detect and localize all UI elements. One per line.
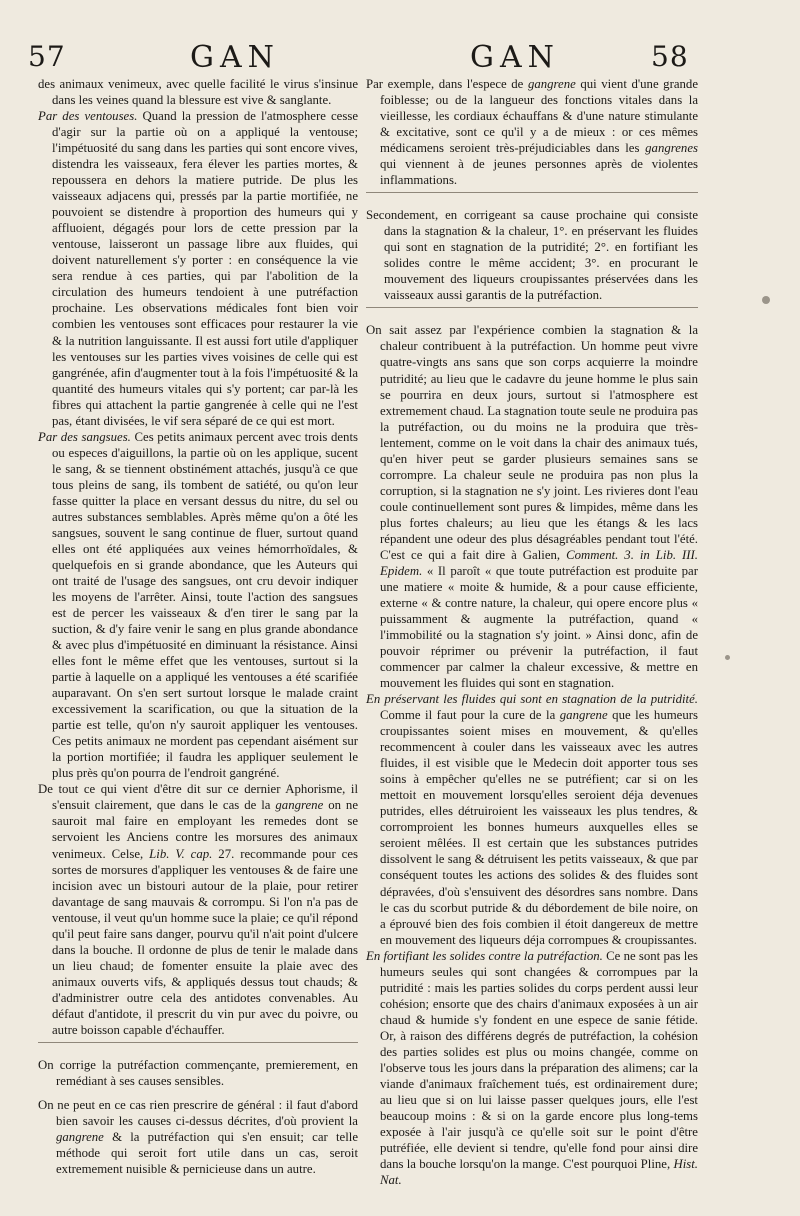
section-rule xyxy=(366,192,698,207)
right-running-head: GAN xyxy=(470,40,560,75)
paragraph-general: On ne peut en ce cas rien prescrire de général : il faut d'abord bien savoir les causes ci-dessus décrites, d'où provient la gangrene & la putréfaction qui s'en ensuit; car telle méthode qui seroit fort utile dans un cas, seroit extremement nuisible & pernicieuse dans un autre. xyxy=(38,1097,358,1177)
section-rule xyxy=(38,1042,358,1057)
heading-sangsues: Par des sangsues. xyxy=(38,429,131,444)
left-running-head: GAN xyxy=(190,40,280,75)
paragraph-aphorisme: De tout ce qui vient d'être dit sur ce dernier Aphorisme, il s'ensuit clairement, que dans le cas de la gangrene on ne sauroit mal faire en employant les remedes dont se servoient les Anciens contre les morsures des animaux venimeux. Celse, Lib. V. cap. 27. recommande pour ces sortes de morsures d'appliquer les ventouses & de faire une incision avec un bistouri autour de la plaie, pour retirer davantage de sang mauvais & corrompu. Si l'on n'a pas de ventouse, il veut qu'un homme suce la plaie; ce qu'il répond qu'il peut faire sans danger, pourvu qu'il n'ait point d'ulcere dans la bouche. Il ordonne de plus de tenir le malade dans un lieu chaud; de fomenter ensuite la plaie avec des animaux ouverts vifs, & appliqués dessus tout chauds; & d'administrer outre cela des antidotes convenables. Au défaut d'antidote, il prescrit du vin pur avec du poivre, ou autre boisson capable d'échauffer. xyxy=(38,782,359,1037)
left-column xyxy=(38,76,358,1177)
heading-fortifiant: En fortifiant les solides contre la putréfaction. xyxy=(366,948,603,963)
right-column xyxy=(366,76,698,1188)
paragraph-preservant: En préservant les fluides qui sont en stagnation de la putridité. Comme il faut pour la cure de la gangrene que les humeurs croupissantes soient mises en mouvement, & qu'elles recommencent à couler dans les vaisseaux avec les autres fluides, il est visible que le Medecin doit apporter tous ses soins à empêcher qu'elles ne se putréfient; car si on les mettoit en mouvement lorsqu'elles seroient déja devenues putrides, elles détruiroient les vaisseaux les plus tendres, & corromproient les bonnes humeurs auxquelles elles se seroient mêlées. Il est certain que les substances putrides dissolvent le sang & détruisent les petits vaisseaux, & que par conséquent toutes les actions des solides & des fluides sont dépravées, d'où s'ensuivent des désordres sans nombre. Dans le cas du scorbut putride & du débordement de bile noire, on a éprouvé bien des fois combien il étoit dangereux de mettre en mouvement des liqueurs déja corrompues & croupissantes. xyxy=(366,692,698,947)
right-page-number: 58 xyxy=(651,40,689,73)
paragraph-fortifiant: En fortifiant les solides contre la putréfaction. Ce ne sont pas les humeurs seules qui sont changées & corrompues par la putridité : mais les parties solides du corps perdent aussi leur cohésion; ensorte que des chairs d'animaux exposées à un air chaud & humide s'y fondent en une espece de sanie fétide. Or, à raison des différens degrés de putréfaction, la cohésion des parties solides est plus ou moins changée, comme on l'observe tous les jours dans la préparation des alimens; car la viande d'animaux fraîchement tués, est ordinairement dure; au lieu que si on lui laisse passer quelques jours, elle l'est beaucoup moins : & si on la garde encore plus long-tems exposée à l'air jusqu'à ce qu'elle soit sur le point d'être putréfiée, elle devient si tendre, qu'elle fond pour ainsi dire dans la bouche lorsqu'on la mange. C'est pourquoi Pline, Hist. Nat. xyxy=(366,948,698,1188)
paragraph-sangsues: Par des sangsues. Ces petits animaux percent avec trois dents ou especes d'aiguillons, la partie où on les applique, sucent le sang, & se tiennent obstinément attachés, jusqu'à ce que tous pleins de sang, ils tombent de satiété, ou qu'on leur fasse quitter la place en versant dessus du nitre, du sel ou autres substances semblables. Après même qu'on a ôté les sangsues, souvent le sang continue de fluer, surtout quand elles ont été appliquées aux veines hémorrhoïdales, & quelquefois en si grande abondance, que les Auteurs qui ont traité de l'usage des sangsues, ont cru devoir indiquer les moyens de l'arrêter. Ainsi, toute l'action des sangsues est de percer les vaisseaux & d'en tirer le sang par la suction, & d'y faire venir le sang en plus grande abondance & avec plus d'impétuosité en diminuant la résistance. Ainsi elles font le même effet que les ventouses, surtout si la partie à laquelle on a appliqué les ventouses a été scarifiée auparavant. On s'en sert surtout lorsque le malade craint excessivement la scarification, ou que la situation de la partie est telle, qu'on n'y sauroit appliquer les ventouses. Ces petits animaux ne mordent pas cependant aisément sur la portion mortifiée; il faudra les appliquer seulement le plus près qu'on pourra de l'endroit gangréné. xyxy=(38,429,358,781)
paragraph-ventouses: Par des ventouses. Quand la pression de l'atmosphere cesse d'agir sur la partie où on a appliqué la ventouse; l'impétuosité du sang dans les parties qui sont encore vives, distendra les vaisseaux, fera élever les parties mortes, & repoussera en dehors la matiere putride. De plus les vaisseaux adjacens qui, pressés par la partie mortifiée, ne pouvoient se distendre à proportion des humeurs qui y affluoient, dégagés pour lors de cette pression par la ventouse, laisseront un passage libre aux fluides, qui doivent naturellement s'y porter : en conséquence la vie sera rendue à ces parties, qui par l'abolition de la circulation des humeurs tendoient à une putréfaction prochaine. Les observations médicales font bien voir combien les ventouses sont efficaces pour restaurer la vie & la nutrition languissante. Il est aussi fort utile d'appliquer les ventouses sur les parties vives voisines de celle qui est gangrénée, afin d'augmenter tout à la fois l'impétuosité & la quantité des humeurs vitales qui s'y portent; car par-là les fibres qui attachent la partie gangrenée à celle qui ne l'est pas, étant divisées, le vif sera séparé de ce qui est mort. xyxy=(38,109,358,428)
left-page-number: 57 xyxy=(28,40,66,73)
paragraph-corrige: On corrige la putréfaction commençante, premierement, en remédiant à ses causes sensibles. xyxy=(38,1057,358,1088)
paragraph-secondement: Secondement, en corrigeant sa cause prochaine qui consiste dans la stagnation & la chaleur, 1°. en préservant les fluides qui sont en stagnation de la putridité; 2°. en fortifiant les solides contre le même accident; 3°. en procurant le mouvement des liqueurs croupissantes préservées dans les vaisseaux aussi garantis de la putréfaction. xyxy=(366,208,698,303)
paragraph-stagnation: On sait assez par l'expérience combien la stagnation & la chaleur contribuent à la putréfaction. Un homme peut vivre quatre-vingts ans sans que son corps acquierre la moindre putridité; au lieu que le cadavre du jeune homme le plus sain se pourrira en deux jours, surtout si l'atmosphere est extremement chaud. La stagnation toute seule ne produira pas la putréfaction, ou du moins ne la produira que très-lentement, comme on le voit dans la chair des animaux tués, qu'en hiver peut se garder plusieurs semaines sans se corrompre. La chaleur seule ne produira pas non plus la corruption, si la stagnation ne s'y joint. Les rivieres dont l'eau coule continuellement sont pures & limpides, même dans les plus fortes chaleurs; au lieu que les étangs & les lacs répandent une odeur des plus désagréables pendant tout l'été. C'est ce qui a fait dire à Galien, Comment. 3. in Lib. III. Epidem. « Il paroît « que toute putréfaction est produite par une matiere « moite & humide, & a pour cause efficiente, externe « & contre nature, la chaleur, qui opere encore plus « puissamment & augmente la putréfaction, quand « l'immobilité ou la stagnation s'y joint. » Ainsi donc, afin de pouvoir réprimer ou prévenir la putréfaction, il faut commencer par calmer la chaleur excessive, & mettre en mouvement les fluides qui sont en stagnation. xyxy=(366,323,698,691)
paper-speck xyxy=(725,655,730,660)
paragraph-virus: des animaux venimeux, avec quelle facilité le virus s'insinue dans les veines quand la blessure est vive & sanglante. xyxy=(38,77,358,108)
section-rule xyxy=(366,307,698,322)
paper-speck xyxy=(762,296,770,304)
paragraph-exemple: Par exemple, dans l'espece de gangrene qui vient d'une grande foiblesse; ou de la langueur des fonctions vitales dans la vieillesse, les cordiaux échauffans & d'une nature stimulante & excitative, sont ce qu'il y a de mieux : or ces mêmes médicamens seroient très-préjudiciables dans les gangrenes qui viennent à de jeunes personnes après de violentes inflammations. xyxy=(366,77,699,188)
heading-preservant: En préservant les fluides qui sont en stagnation de la putridité. xyxy=(366,692,698,707)
heading-ventouses: Par des ventouses. xyxy=(38,109,138,124)
